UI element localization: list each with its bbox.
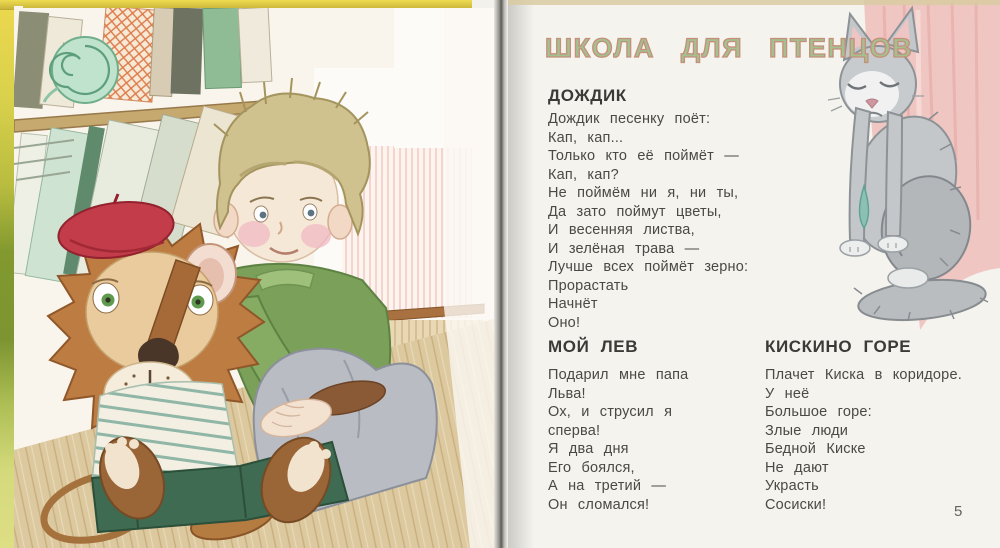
poem-title-kiskino-gore: КИСКИНО ГОРЕ: [765, 337, 912, 356]
poem-line: Украсть: [765, 478, 819, 494]
poem-line: Сосиски!: [765, 496, 827, 513]
poem-line: Не поймём ни я, ни ты,: [548, 185, 739, 201]
poem-line: Лучше всех поймёт зерно:: [548, 259, 749, 275]
poem-title-dozhdik: ДОЖДИК: [548, 86, 627, 105]
poem-line: У неё: [765, 385, 810, 402]
poem-line: сперва!: [548, 422, 601, 439]
poem-line: Бедной Киске: [765, 441, 866, 457]
poem-kiskino-gore: [765, 366, 995, 514]
poem-dozhdik: [548, 110, 778, 332]
poem-line: Начнёт: [548, 296, 598, 312]
poem-line: Большое горе:: [765, 404, 872, 420]
poem-line: Кап, кап?: [548, 166, 619, 183]
poem-line: Кап, кап...: [548, 129, 624, 146]
left-page-illustration: [14, 8, 497, 548]
poem-moy-lev: [548, 366, 768, 514]
page-title: ШКОЛА ДЛЯ ПТЕНЦОВ: [545, 33, 914, 63]
poem-line: Он сломался!: [548, 496, 650, 513]
poem-line: Оно!: [548, 314, 581, 331]
poem-line: Злые люди: [765, 422, 849, 439]
poem-line: Его боялся,: [548, 459, 635, 476]
poem-line: Ох, и струсил я: [548, 404, 673, 420]
poem-line: И зелёная трава —: [548, 240, 700, 257]
poem-title-moy-lev: МОЙ ЛЕВ: [548, 337, 639, 356]
book-cover-edge: [0, 0, 14, 548]
poem-line: Не дают: [765, 459, 829, 476]
poem-line: Дождик песенку поёт:: [548, 111, 711, 127]
poem-line: Подарил мне папа: [548, 367, 689, 383]
right-page: [508, 0, 1000, 548]
poem-line: Льва!: [548, 385, 586, 402]
page-gutter: [494, 0, 508, 548]
poem-line: И весенняя листва,: [548, 222, 695, 238]
poem-line: Да зато поймут цветы,: [548, 203, 722, 220]
page-number: 5: [954, 503, 963, 520]
poem-line: Плачет Киска в коридоре.: [765, 367, 962, 383]
poem-line: Я два дня: [548, 441, 629, 457]
poem-line: Прорастать: [548, 277, 629, 294]
poem-line: А на третий —: [548, 478, 667, 494]
poem-line: Только кто её поймёт —: [548, 148, 739, 164]
left-page: [14, 8, 497, 548]
